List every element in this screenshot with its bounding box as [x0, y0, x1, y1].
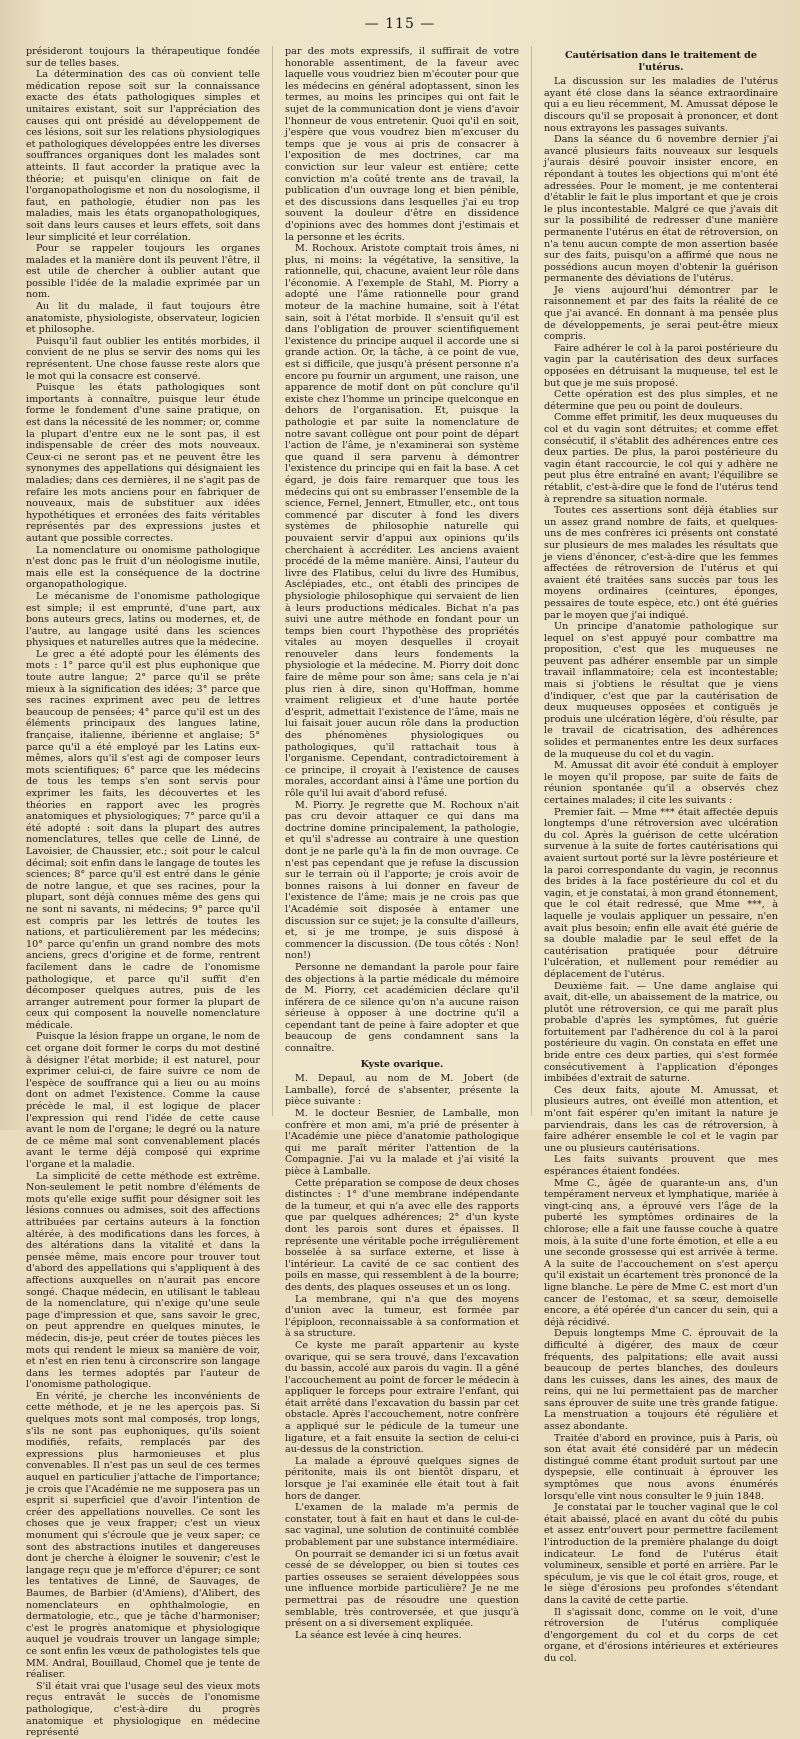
paragraph: Deuxième fait. — Une dame anglaise qui avait, dit-elle, un abaissement de la matrice, ou plutôt une rétroversion, ce qui me paraît plus probable d'après les symptômes, fut guérie fortuitement par l'adhérence du col à la paroi postérieure du vagin. On constata en effet une bride entre ces deux parties, qui s'est formée consécutivement à l'application d'éponges imbibées d'extrait de saturne. [544, 980, 778, 1085]
page-header [0, 16, 800, 38]
paragraph: Premier fait. — Mme *** était affectée depuis longtemps d'une rétroversion avec ulcération du col. Après la guérison de cette ulcération survenue à la suite de fortes cautérisations qui avaient surtout porté sur la lèvre postérieure et la paroi correspondante du vagin, je reconnus des brides à la face postérieure du col et du vagin, et je constatai, à mon grand étonnement, que le col était redressé, que Mme ***, à laquelle je voulais appliquer un pessaire, n'en avait plus besoin; enfin elle avait été guérie de sa double maladie par le seul effet de la cautérisation pratiquée pour détruire l'ulcération, et nullement pour remédier au déplacement de l'utérus. [544, 806, 778, 980]
paragraph: Depuis longtemps Mme C. éprouvait de la difficulté à digérer, des maux de cœur fréquents, des palpitations; elle avait aussi beaucoup de pertes blanches, des douleurs dans les cuisses, dans les aines, des maux de reins, qui ne lui permettaient pas de marcher sans éprouver de suite une très grande fatigue. La menstruation a toujours été régulière et assez abondante. [544, 1328, 778, 1433]
column-3 [544, 46, 778, 1664]
paragraph: L'examen de la malade m'a permis de constater, tout à fait en haut et dans le cul-de-sac vaginal, une solution de continuité comblée probablement par une substance intermédiaire. [285, 1502, 519, 1548]
page-number: — 115 — [364, 16, 436, 32]
closing-line: La séance est levée à cinq heures. [295, 1629, 462, 1641]
text-columns [26, 46, 778, 1739]
paragraph: par des mots expressifs, il suffirait de votre honorable assentiment, de la faveur avec laquelle vous voudriez bien m'écouter pour que les médecins en général adoptassent, sinon les termes, au moins les principes qui ont fait le sujet de la communication dont je viens d'avoir l'honneur de vous entretenir. Quoi qu'il en soit, j'espère que vous voudrez bien m'excuser du temps que je vous ai pris de consacrer à l'exposition de mes doctrines, car ma conviction sur leur valeur est entière; cette conviction m'a coûté trente ans de travail, la publication d'un ouvrage long et bien pénible, et des discussions dans lesquelles j'ai eu trop souvent la douleur d'être en dissidence d'opinions avec des hommes dont j'estimais et la personne et les écrits. [285, 46, 519, 243]
paragraph: Je viens aujourd'hui démontrer par le raisonnement et par des faits la réalité de ce que j'ai avancé. En donnant à ma pensée plus de développements, je serai peut-être mieux compris. [544, 284, 778, 343]
paragraph: La membrane, qui n'a que des moyens d'union avec la tumeur, est formée par l'épiploon, reconnaissable à sa conformation et à sa structure. [285, 1293, 519, 1340]
paragraph: M. Amussat dit avoir été conduit à employer le moyen qu'il propose, par suite de faits de réunion spontanée qu'il a observés chez certaines malades; il cite les suivants : [544, 760, 778, 806]
paragraph: Le grec a été adopté pour les éléments des mots : 1° parce qu'il est plus euphonique que toute autre langue; 2° parce qu'il se prête mieux à la signification des idées; 3° parce que ses racines expriment avec peu de lettres beaucoup de pensées; 4° parce qu'il est un des éléments principaux des langues latine, française, italienne, ibérienne et anglaise; 5° parce qu'il a été employé par les Latins eux-mêmes, alors qu'il s'est agi de composer leurs mots scientifiques; 6° parce que les médecins de tous les temps s'en sont servis pour exprimer les faits, les découvertes et les théories en rapport avec les progrès anatomiques et physiologiques; 7° parce qu'il a été adopté : soit dans la plupart des autres nomenclatures, telles que celle de Linné, de Lavoisier, de Chaussier, etc.; soit pour le calcul décimal; soit enfin dans le langage de toutes les sciences; 8° parce qu'il est entré dans le génie de notre langue, et que ses racines, pour la plupart, sont déjà connues même des gens qui ne sont ni savants, ni médecins; 9° parce qu'il est compris par les lettrés de toutes les nations, et particulièrement par les médecins; 10° parce qu'enfin un grand nombre des mots anciens, grecs d'origine et de forme, rentrent facilement dans le cadre de l'onomisme pathologique, et parce qu'il suffit d'en décomposer quelques autres, puis de les arranger autrement pour former la plupart de ceux qui composent la nouvelle nomenclature médicale. [26, 648, 260, 1031]
paragraph: Comme effet primitif, les deux muqueuses du col et du vagin sont détruites; et comme effet consécutif, il s'établit des adhérences entre ces deux parties. De plus, la paroi postérieure du vagin étant raccourcie, le col qui y adhère ne peut plus être entraîné en avant; l'équilibre se rétablit, c'est-à-dire que le fond de l'utérus tend à reprendre sa situation normale. [544, 412, 778, 505]
paragraph: Le mécanisme de l'onomisme pathologique est simple; il est emprunté, d'une part, aux bons auteurs grecs, latins ou modernes, et, de l'autre, au langage usité dans les sciences physiques et naturelles autres que la médecine. [26, 590, 260, 649]
paragraph: Faire adhérer le col à la paroi postérieure du vagin par la cautérisation des deux surfaces opposées en détruisant la muqueuse, tel est le but que je me suis proposé. [544, 342, 778, 389]
paragraph: La discussion sur les maladies de l'utérus ayant été close dans la séance extraordinaire qui a eu lieu récemment, M. Amussat dépose le discours qu'il se proposait à prononcer, et dont nous extrayons les passages suivants. [544, 76, 778, 134]
paragraph: La détermination des cas où convient telle médication repose soit sur la connaissance exacte des états pathologiques simples et unitaires existant, soit sur l'appréciation des causes qui ont présidé au développement de ces lésions, soit sur les relations physiologiques et pathologiques développées entre les diverses souffrances organiques dont les malades sont atteints. Il faut accorder la pratique avec la théorie; et puisqu'en clinique on fait de l'organopathologisme et non du nosologisme, il faut, en pathologie, étudier non pas les maladies, mais les états organopathologiques, soit dans leurs causes et leurs effets, soit dans leur simplicité et leur corrélation. [26, 69, 260, 243]
paragraph: Mme C., âgée de quarante-un ans, d'un tempérament nerveux et lymphatique, mariée à vingt-cinq ans, a éprouvé vers l'âge de la puberté les symptômes ordinaires de la chlorose; elle a fait une fausse couche à quatre mois, à la suite d'une forte émotion, et elle a eu une seconde grossesse qui est arrivée à terme. A la suite de l'accouchement on s'est aperçu qu'il existait un écartement très prononcé de la ligne blanche. Le père de Mme C. est mort d'un cancer de l'estomac, et sa sœur, demoiselle encore, a été opérée d'un cancer du sein, qui a déjà récidivé. [544, 1177, 778, 1328]
paragraph: Je constatai par le toucher vaginal que le col était abaissé, placé en avant du côté du pubis et assez entr'ouvert pour permettre facilement l'introduction de la première phalange du doigt indicateur. Le fond de l'utérus était volumineux, sensible et porté en arrière. Par le spéculum, je vis que le col était gros, rouge, et le siège d'érosions peu profondes s'étendant dans la cavité de cette partie. [544, 1502, 778, 1606]
paragraph: Puisqu'il faut oublier les entités morbides, il convient de ne plus se servir des noms qui les représentent. Une chose fausse reste alors que le mot qui la consacre est conservé. [26, 335, 260, 382]
paragraph: Cette opération est des plus simples, et ne détermine que peu ou point de douleurs. [544, 389, 778, 412]
paragraph: Puisque les états pathologiques sont importants à connaître, puisque leur étude forme le fondement d'une saine pratique, on est dans la nécessité de les nommer; or, comme la plupart d'entre eux ne le sont pas, il est indispensable de créer des mots nouveaux. Ceux-ci ne seront pas et ne peuvent être les synonymes des appellations qui désignaient les maladies; dans ces dernières, il ne s'agit pas de refaire les mots anciens pour en fabriquer de nouveaux, mais de substituer aux idées hypothétiques et erronées des faits véritables représentés par des expressions justes et autant que possible correctes. [26, 382, 260, 544]
paragraph: Pour se rappeler toujours les organes malades et la manière dont ils peuvent l'être, il est utile de chercher à oublier autant que possible l'idée de la maladie exprimée par un nom. [26, 243, 260, 301]
paragraph: Ces deux faits, ajoute M. Amussat, et plusieurs autres, ont éveillé mon attention, et m'ont fait espérer qu'en imitant la nature je parviendrais, dans les cas de rétroversion, à faire adhérer ensemble le col et le vagin par une ou plusieurs cautérisations. [544, 1084, 778, 1154]
paragraph: Il s'agissait donc, comme on le voit, d'une rétroversion de l'utérus compliquée d'engorgement du col et du corps de cet organe, et d'érosions intérieures et extérieures du col. [544, 1606, 778, 1664]
column-divider [272, 46, 273, 1116]
paragraph: En vérité, je cherche les inconvénients de cette méthode, et je ne les aperçois pas. Si quelques mots sont mal composés, trop longs, s'ils ne sont pas euphoniques, qu'ils soient modifiés, refaits, remplacés par des expressions plus harmonieuses et plus convenables. Il n'est pas un seul de ces termes auquel en particulier j'attache de l'importance; je crois que l'Académie ne me supposera pas un esprit si superficiel que d'avoir l'intention de créer des appellations nouvelles. Ce sont les choses que je veux frapper; c'est un vieux monument qui s'écroule que je veux saper; ce sont des abstractions inutiles et dangereuses dont je cherche à éloigner le souvenir; c'est le langage reçu que je m'efforce d'épurer; ce sont les tentatives de Linné, de Sauvages, de Baumes, de Barbier (d'Amiens), d'Alibert, des nomenclateurs en ophthalmologie, en dermatologie, etc., que je tâche d'harmoniser; c'est le progrès anatomique et physiologique auquel je voudrais trouver un langage simple; ce sont enfin les vœux de pathologistes tels que MM. Andral, Bouillaud, Chomel que je tente de réaliser. [26, 1390, 261, 1681]
column-2 [285, 46, 519, 1641]
paragraph: Les faits suivants prouvent que mes espérances étaient fondées. [544, 1154, 778, 1177]
paragraph: Ce kyste me paraît appartenir au kyste ovarique, qui se sera trouvé, dans l'excavation du bassin, accolé aux parois du vagin. Il a gêné l'accouchement au point de forcer le médecin à appliquer le forceps pour extraire l'enfant, qui était arrêté dans l'excavation du bassin par cet obstacle. Après l'accouchement, notre confrère a appliqué sur le pédicule de la tumeur une ligature, et a fait ensuite la section de celui-ci au-dessus de la constriction. [285, 1339, 519, 1456]
paragraph: Puisque la lésion frappe un organe, le nom de cet organe doit former le corps du mot destiné à désigner l'état morbide; il est naturel, pour exprimer celui-ci, de faire suivre ce nom de l'espèce de souffrance qui a lieu ou au moins dont on admet l'existence. Comme la cause précède le mal, il est logique de placer l'expression qui rend l'idée de cette cause avant le nom de l'organe; le degré ou la nature de ce même mal sont convenablement placés avant le terme déjà composé qui exprime l'organe et la maladie. [26, 1031, 260, 1170]
paragraph: La simplicité de cette méthode est extrême. Non-seulement le petit nombre d'éléments de mots qu'elle exige suffit pour désigner soit les lésions connues ou admises, soit des affections attribuées par certains auteurs à la fonction altérée, à des modifications dans les forces, à des altérations dans la vitalité et dans la pensée même, mais encore pour trouver tout d'abord des appellations qui s'appliquent à des affections auxquelles on n'aurait pas encore songé. Chaque médecin, en utilisant le tableau de la nomenclature, qui n'exige qu'une seule page d'impression et que, sans savoir le grec, on peut apprendre en quelques minutes, le médecin, dis-je, peut créer de toutes pièces les mots qui rendent le mieux sa manière de voir, et n'est en rien tenu à circonscrire son langage dans les termes adoptés par l'auteur de l'onomisme pathologique. [26, 1170, 260, 1391]
section-title-cauterisation: Cautérisation dans le traitement de l'utérus. [565, 50, 757, 73]
paragraph: M. Depaul, au nom de M. Jobert (de Lamballe), forcé de s'absenter, présente la pièce suivante : [285, 1073, 519, 1108]
paragraph: Traitée d'abord en province, puis à Paris, où son état avait été considéré par un médecin distingué comme étant produit surtout par une dyspepsie, elle continuait à éprouver les symptômes que nous avons énumérés lorsqu'elle vint nous consulter le 9 juin 1848. [544, 1432, 778, 1502]
paragraph: M. Rochoux. Aristote comptait trois âmes, ni plus, ni moins: la végétative, la sensitive, la rationnelle, qui, chacune, avaient leur rôle dans l'économie. A l'exemple de Stahl, M. Piorry a adopté une l'âme rationnelle pour grand moteur de la machine humaine, soit à l'état sain, soit à l'état morbide. Il s'ensuit qu'il est dans l'obligation de prouver scientifiquement l'existence du principe auquel il accorde une si grande action. Or, la tâche, à ce point de vue, est si difficile, que jusqu'à présent personne n'a encore pu fournir un argument, une raison, une apparence de motif dont on pût conclure qu'il existe chez l'homme un principe quelconque en dehors de l'organisation. Et, puisque la pathologie et par suite la nomenclature de notre savant collègue ont pour point de départ l'action de l'âme, je n'examinerai son système que quand il sera parvenu à démontrer l'existence du principe qui en fait la base. A cet égard, je dois faire remarquer que tous les médecins qui ont su embrasser l'ensemble de la science, Fernel, Jennert, Etmuller, etc., ont tous commencé par discuter à fond les divers systèmes de philosophie naturelle qui pouvaient servir d'appui aux opinions qu'ils cherchaient à accréditer. Les anciens avaient procédé de la même manière. Ainsi, l'auteur du livre des Flatibus, celui du livre des Humibus, Asclépiades, etc., ont établi des principes de physiologie philosophique qui servaient de lien à leurs productions médicales. Bichat n'a pas suivi une autre méthode en fondant pour un temps bien court l'hypothèse des propriétés vitales au moyen desquelles il croyait renouveler dans leurs fondements la physiologie et la médecine. M. Piorry doit donc faire de même pour son âme; sans cela je n'ai plus rien à dire, sinon qu'Hoffman, homme vraiment religieux et d'une haute portée d'esprit, admettait l'existence de l'âme, mais ne lui faisait jouer aucun rôle dans la production des phénomènes physiologiques ou pathologiques, qu'il rattachait tous à l'organisme. Cependant, contradictoirement à ce principe, il croyait à l'existence de causes morales, accordant ainsi à l'âme une portion du rôle qu'il lui avait d'abord refusé. [285, 243, 519, 799]
column-divider [531, 46, 532, 1116]
paragraph: La nomenclature ou onomisme pathologique n'est donc pas le fruit d'un néologisme inutile, mais elle est la conséquence de la doctrine organopathologique. [26, 544, 260, 591]
paragraph: Un principe d'anatomie pathologique sur lequel on s'est appuyé pour combattre ma proposition, c'est que les muqueuses ne peuvent pas adhérer ensemble par un simple travail inflammatoire; cela est incontestable; mais si j'obtiens le résultat que je viens d'indiquer, c'est que par la cautérisation de deux muqueuses opposées et contiguës je produis une ulcération légère, d'où résulte, par le travail de cicatrisation, des adhérences solides et permanentes entre les deux surfaces de la muqueuse du col et du vagin. [544, 621, 778, 760]
column-1 [26, 46, 261, 1739]
paragraph: Personne ne demandant la parole pour faire des objections à la partie médicale du mémoire de M. Piorry, cet académicien déclare qu'il inférera de ce silence qu'on n'a aucune raison sérieuse à opposer à une doctrine qu'il a cependant tant de peine à faire adopter et que beaucoup de gens condamnent sans la connaître. [285, 961, 519, 1055]
paragraph: Cette préparation se compose de deux choses distinctes : 1° d'une membrane indépendante de la tumeur, et qui n'a avec elle des rapports que par quelques adhérences; 2° d'un kyste dont les parois sont dures et épaisses. Il représente une véritable poche irrégulièrement bosselée à sa surface externe, et lisse à l'intérieur. La cavité de ce sac contient des poils en masse, qui ressemblent à de la bourre; des dents, des plaques osseuses et un os long. [285, 1177, 519, 1293]
section-title-kyste: Kyste ovarique. [360, 1058, 444, 1070]
paragraph: La malade a éprouvé quelques signes de péritonite, mais ils ont bientôt disparu, et lorsque je l'ai examinée elle était tout à fait hors de danger. [285, 1455, 519, 1502]
paragraph: S'il était vrai que l'usage seul des vieux mots reçus entravât le succès de l'onomisme pathologique, c'est-à-dire du progrès anatomique et physiologique en médecine représenté [26, 1680, 260, 1739]
paragraph: On pourrait se demander ici si un fœtus avait cessé de se développer, ou bien si toutes ces parties osseuses se seraient développées sous une influence morbide particulière? Je ne me permettrai pas de résoudre une question semblable, très controversée, et que jusqu'à présent on a si diversement expliquée. [285, 1548, 519, 1630]
paragraph: Au lit du malade, il faut toujours être anatomiste, physiologiste, observateur, logicien et philosophe. [26, 301, 260, 336]
paragraph: M. le docteur Besnier, de Lamballe, mon confrère et mon ami, m'a prié de présenter à l'Académie une pièce d'anatomie pathologique qui me paraît mériter l'attention de la Compagnie. J'ai vu la malade et j'ai visité la pièce à Lamballe. [285, 1108, 519, 1177]
paragraph: présideront toujours la thérapeutique fondée sur de telles bases. [26, 46, 260, 69]
paragraph: Dans la séance du 6 novembre dernier j'ai avancé plusieurs faits nouveaux sur lesquels j'aurais désiré pouvoir insister encore, en répondant à toutes les objections qui m'ont été adressées. Pour le moment, je me contenterai d'établir le fait le plus important et que je crois le plus incontestable. Malgré ce que j'avais dit sur la possibilité de redresser d'une manière permanente l'utérus en état de rétroversion, on n'a tenu aucun compte de mon assertion basée sur des faits, puisqu'on a affirmé que nous ne possédions aucun moyen d'obtenir la guérison permanente des déviations de l'utérus. [544, 134, 778, 285]
paragraph: M. Piorry. Je regrette que M. Rochoux n'ait pas cru devoir attaquer ce qui dans ma doctrine domine principalement, la pathologie, et qu'il s'adresse au contraire à une question dont je ne parle qu'à la fin de mon ouvrage. Ce n'est pas cependant que je refuse la discussion sur le terrain où il l'apporte; je crois avoir de bonnes raisons à lui donner en faveur de l'existence de l'âme; mais je ne crois pas que l'Académie soit disposée à entamer une discussion sur ce sujet; je la consulte d'ailleurs, et, si je me trompe, je suis disposé à commencer la discussion. (De tous côtés : Non! non!) [285, 799, 519, 962]
paragraph: Toutes ces assertions sont déjà établies sur un assez grand nombre de faits, et quelques-uns de mes confrères ici présents ont constaté sur plusieurs de mes malades les résultats que je viens d'énoncer, c'est-à-dire que les femmes affectées de rétroversion de l'utérus et qui avaient été traitées sans succès par tous les moyens ordinaires (ceintures, éponges, pessaires de toute espèce, etc.) ont été guéries par le moyen que j'ai indiqué. [544, 505, 778, 621]
